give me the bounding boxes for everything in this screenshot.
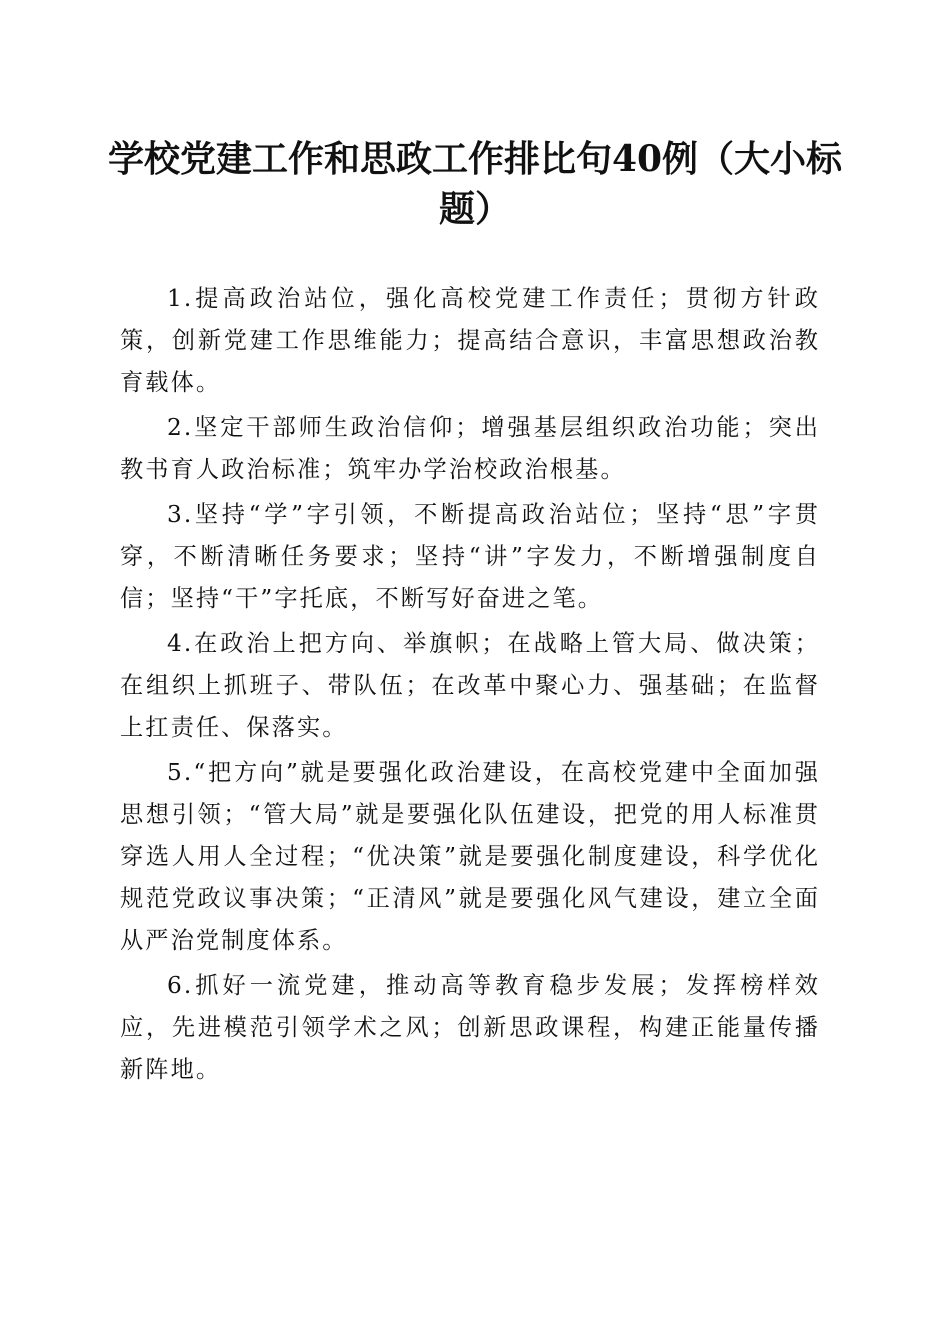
- paragraph-4: 4.在政治上把方向、举旗帜；在战略上管大局、做决策；在组织上抓班子、带队伍；在改革中聚心力、强基础；在监督上扛责任、保落实。: [120, 630, 820, 741]
- paragraph-6: 6.抓好一流党建，推动高等教育稳步发展；发挥榜样效应，先进模范引领学术之风；创新思政课程，构建正能量传播新阵地。: [120, 972, 820, 1083]
- paragraph-5: 5.“把方向”就是要强化政治建设，在高校党建中全面加强思想引领；“管大局”就是要强化队伍建设，把党的用人标准贯穿选人用人全过程；“优决策”就是要强化制度建设，科学优化规范党政议事决策；“正清风”就是要强化风气建设，建立全面从严治党制度体系。: [120, 759, 820, 954]
- document-title: 学校党建工作和思政工作排比句40例（大小标题）: [107, 138, 843, 230]
- document-body: [120, 278, 820, 1094]
- paragraph-3: 3.坚持“学”字引领，不断提高政治站位；坚持“思”字贯穿，不断清晰任务要求；坚持“讲”字发力，不断增强制度自信；坚持“干”字托底，不断写好奋进之笔。: [120, 501, 820, 612]
- paragraph-2: 2.坚定干部师生政治信仰；增强基层组织政治功能；突出教书育人政治标准；筑牢办学治校政治根基。: [120, 414, 820, 483]
- paragraph-1: 1.提高政治站位，强化高校党建工作责任；贯彻方针政策，创新党建工作思维能力；提高结合意识，丰富思想政治教育载体。: [120, 285, 820, 396]
